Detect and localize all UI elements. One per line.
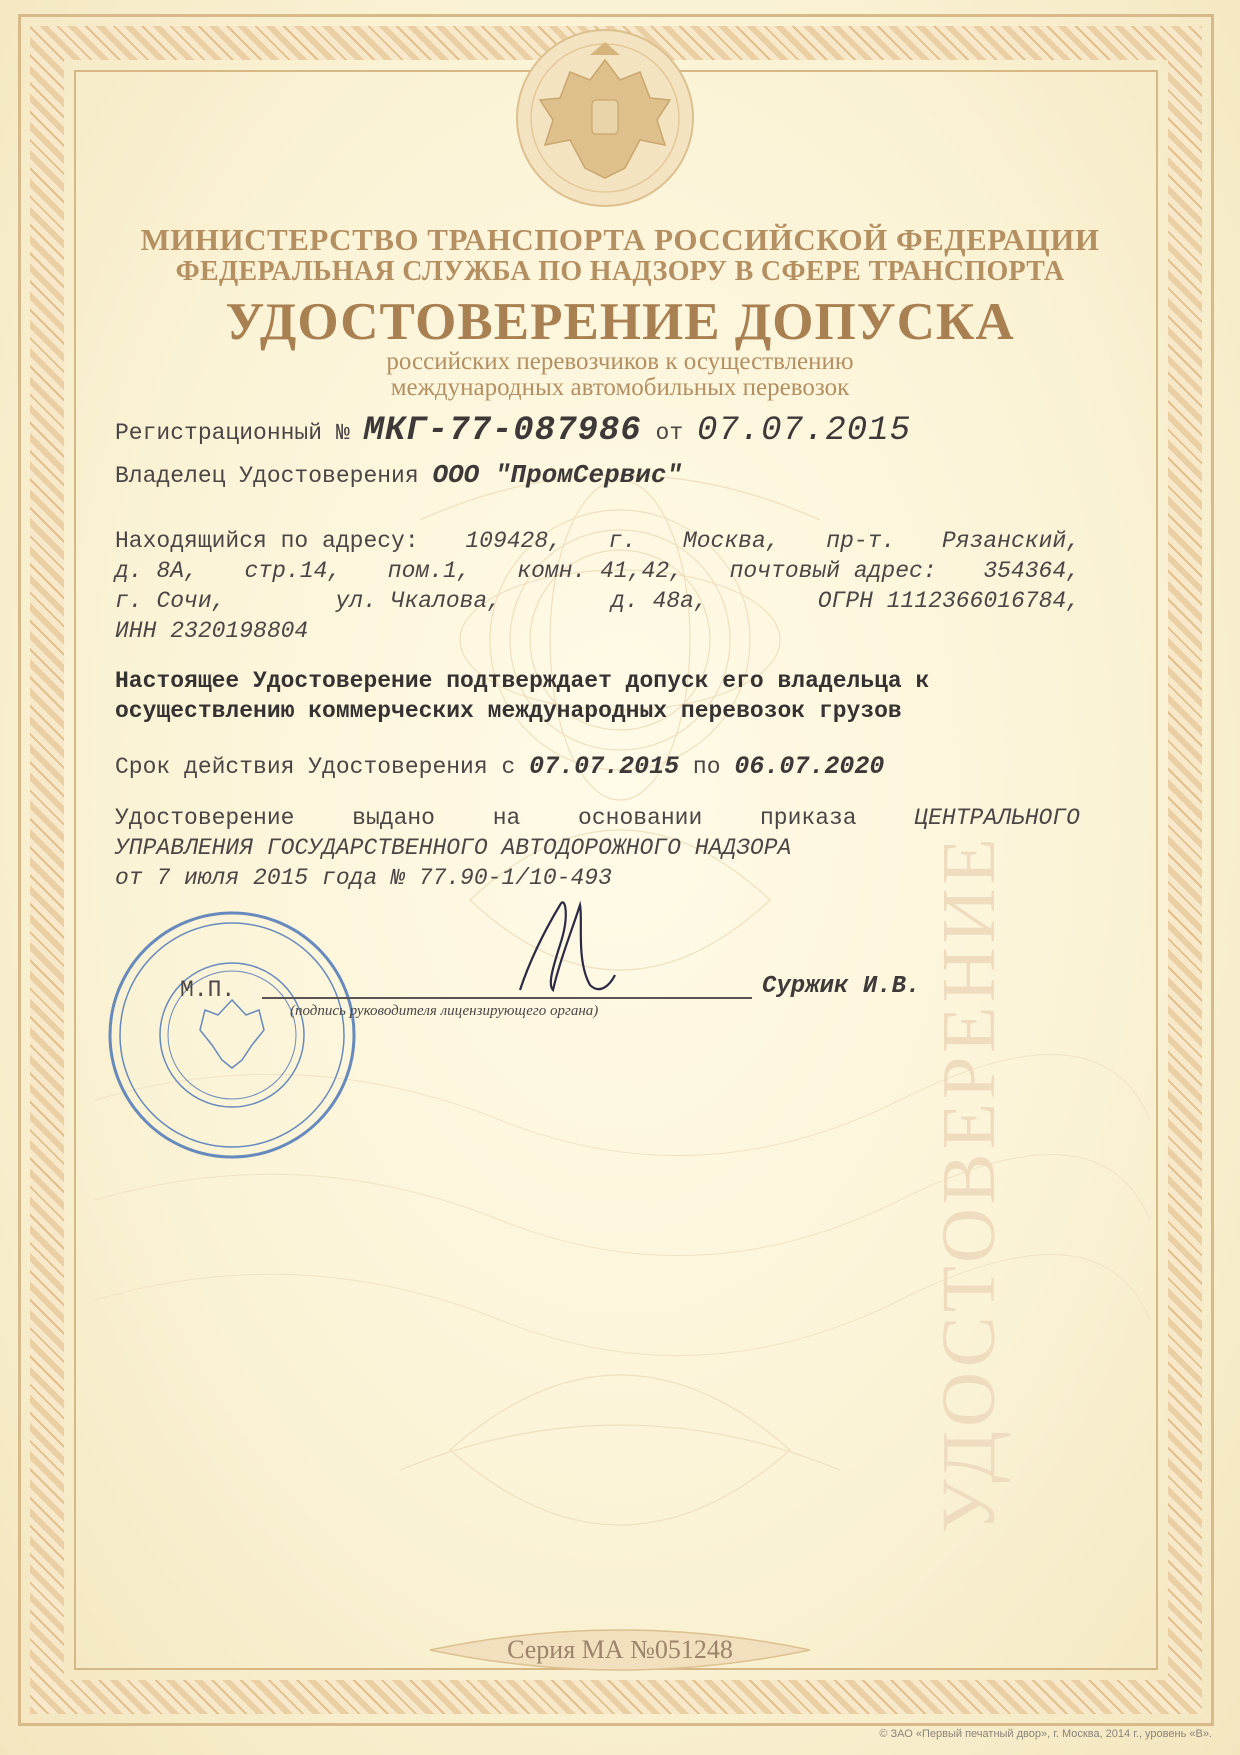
registration-label: Регистрационный № bbox=[115, 420, 350, 446]
ministry-heading: МИНИСТЕРСТВО ТРАНСПОРТА РОССИЙСКОЙ ФЕДЕРАЦИИ bbox=[140, 222, 1100, 257]
signature-caption: (подпись руководителя лицензирующего органа) bbox=[290, 1003, 599, 1019]
basis-line-1 bbox=[115, 805, 1080, 831]
registration-number: МКГ-77-087986 bbox=[363, 412, 642, 450]
owner-label: Владелец Удостоверения bbox=[115, 463, 419, 489]
address-word: пом.1, bbox=[387, 558, 471, 584]
address-word: 354364, bbox=[983, 558, 1080, 584]
address-word: пр-т. bbox=[826, 528, 896, 554]
registration-row bbox=[115, 412, 911, 450]
validity-label: Срок действия Удостоверения с bbox=[115, 754, 516, 780]
subtitle-line-2: международных автомобильных перевозок bbox=[390, 374, 850, 401]
address-word: стр.14, bbox=[244, 558, 342, 584]
validity-to-label: по bbox=[692, 754, 721, 780]
basis-word: на bbox=[492, 805, 521, 831]
watermark-vertical: УДОСТОВЕРЕНИЕ bbox=[926, 834, 1011, 1533]
signature-line bbox=[262, 997, 752, 999]
seal-place-label: М.П. bbox=[180, 977, 236, 1003]
service-heading: ФЕДЕРАЛЬНАЯ СЛУЖБА ПО НАДЗОРУ В СФЕРЕ ТРАНСПОРТА bbox=[175, 256, 1065, 287]
document-title: УДОСТОВЕРЕНИЕ ДОПУСКА bbox=[225, 293, 1015, 351]
registration-from-label: от bbox=[655, 420, 684, 446]
registration-date: 07.07.2015 bbox=[696, 412, 911, 450]
basis-word: выдано bbox=[352, 805, 435, 831]
basis-line-3: от 7 июля 2015 года № 77.90-1/10-493 bbox=[115, 865, 612, 891]
statement-line-2: осуществлению коммерческих международных перевозок грузов bbox=[115, 698, 902, 724]
owner-name: ООО "ПромСервис" bbox=[432, 460, 683, 490]
address-line-2 bbox=[115, 558, 1080, 584]
basis-line-2: УПРАВЛЕНИЯ ГОСУДАРСТВЕННОГО АВТОДОРОЖНОГО НАДЗОРА bbox=[115, 835, 792, 861]
printer-copyright: © ЗАО «Первый печатный двор», г. Москва, 2014 г., уровень «В». bbox=[879, 1728, 1212, 1740]
basis-word: Удостоверение bbox=[115, 805, 295, 831]
statement-line-1: Настоящее Удостоверение подтверждает допуск его владельца к bbox=[115, 668, 930, 694]
address-word: Москва, bbox=[682, 528, 780, 554]
address-word: г. bbox=[608, 528, 637, 554]
subtitle-line-1: российских перевозчиков к осуществлению bbox=[386, 348, 854, 375]
owner-row bbox=[115, 460, 682, 490]
address-word: 109428, bbox=[465, 528, 562, 554]
address-line-3 bbox=[115, 588, 1080, 614]
address-word: ул. Чкалова, bbox=[335, 588, 502, 614]
address-label: Находящийся по адресу: bbox=[115, 528, 419, 554]
address-word: почтовый адрес: bbox=[729, 558, 937, 584]
validity-to: 06.07.2020 bbox=[734, 752, 885, 781]
series-number: Серия МА №051248 bbox=[507, 1635, 733, 1664]
address-word: д. 8А, bbox=[115, 558, 198, 584]
address-word: д. 48а, bbox=[611, 588, 708, 614]
validity-from: 07.07.2015 bbox=[529, 752, 680, 781]
basis-word: ЦЕНТРАЛЬНОГО bbox=[914, 805, 1080, 831]
address-word: Рязанский, bbox=[941, 528, 1080, 554]
address-line-4: ИНН 2320198804 bbox=[115, 618, 309, 644]
signer-name: Суржик И.В. bbox=[762, 973, 921, 1000]
address-word: г. Сочи, bbox=[115, 588, 226, 614]
validity-row bbox=[115, 752, 884, 781]
basis-word: основании bbox=[578, 805, 703, 831]
address-line-1 bbox=[115, 528, 1080, 554]
address-word: ОГРН 1112366016784, bbox=[817, 588, 1080, 614]
basis-word: приказа bbox=[759, 805, 857, 831]
address-word: комн. 41,42, bbox=[517, 558, 683, 584]
